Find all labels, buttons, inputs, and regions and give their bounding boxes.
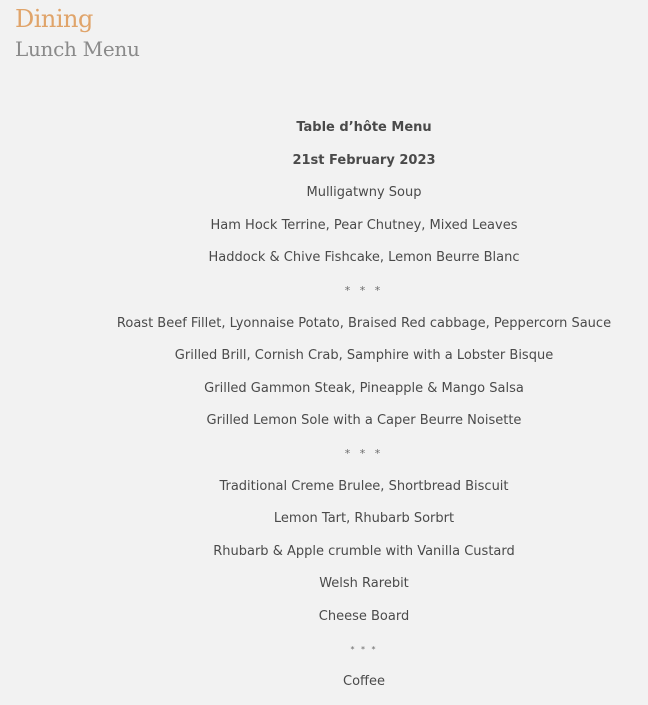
- menu-item-dessert: Traditional Creme Brulee, Shortbread Biscuit: [219, 478, 509, 494]
- menu-item-dessert: Cheese Board: [318, 608, 410, 624]
- menu-item-main: Grilled Gammon Steak, Pineapple & Mango Salsa: [204, 380, 524, 396]
- menu-item-closing: Coffee: [343, 674, 385, 690]
- menu-item-starter: Mulligatwny Soup: [306, 185, 422, 201]
- menu-date: 21st February 2023: [292, 152, 436, 168]
- menu-item-dessert: Lemon Tart, Rhubarb Sorbrt: [273, 511, 455, 527]
- menu-item-dessert: Welsh Rarebit: [319, 576, 409, 592]
- menu-item-starter: Ham Hock Terrine, Pear Chutney, Mixed Leaves: [210, 217, 518, 233]
- menu-item-dessert: Rhubarb & Apple crumble with Vanilla Custard: [213, 543, 515, 559]
- menu-item-main: Grilled Brill, Cornish Crab, Samphire with a Lobster Bisque: [174, 348, 554, 364]
- menu-heading: Table d’hôte Menu: [296, 120, 432, 135]
- menu-item-starter: Haddock & Chive Fishcake, Lemon Beurre Blanc: [208, 250, 520, 266]
- page-subtitle: Lunch Menu: [15, 37, 140, 61]
- menu-item-main: Grilled Lemon Sole with a Caper Beurre Noisette: [206, 413, 522, 429]
- page-title: Dining: [15, 5, 93, 33]
- course-separator: * * *: [350, 644, 378, 654]
- page-header: [15, 4, 140, 64]
- menu-content: [0, 117, 648, 704]
- menu-item-main: Roast Beef Fillet, Lyonnaise Potato, Braised Red cabbage, Peppercorn Sauce: [116, 315, 612, 331]
- course-separator: * * *: [344, 446, 384, 460]
- course-separator: * * *: [344, 283, 384, 297]
